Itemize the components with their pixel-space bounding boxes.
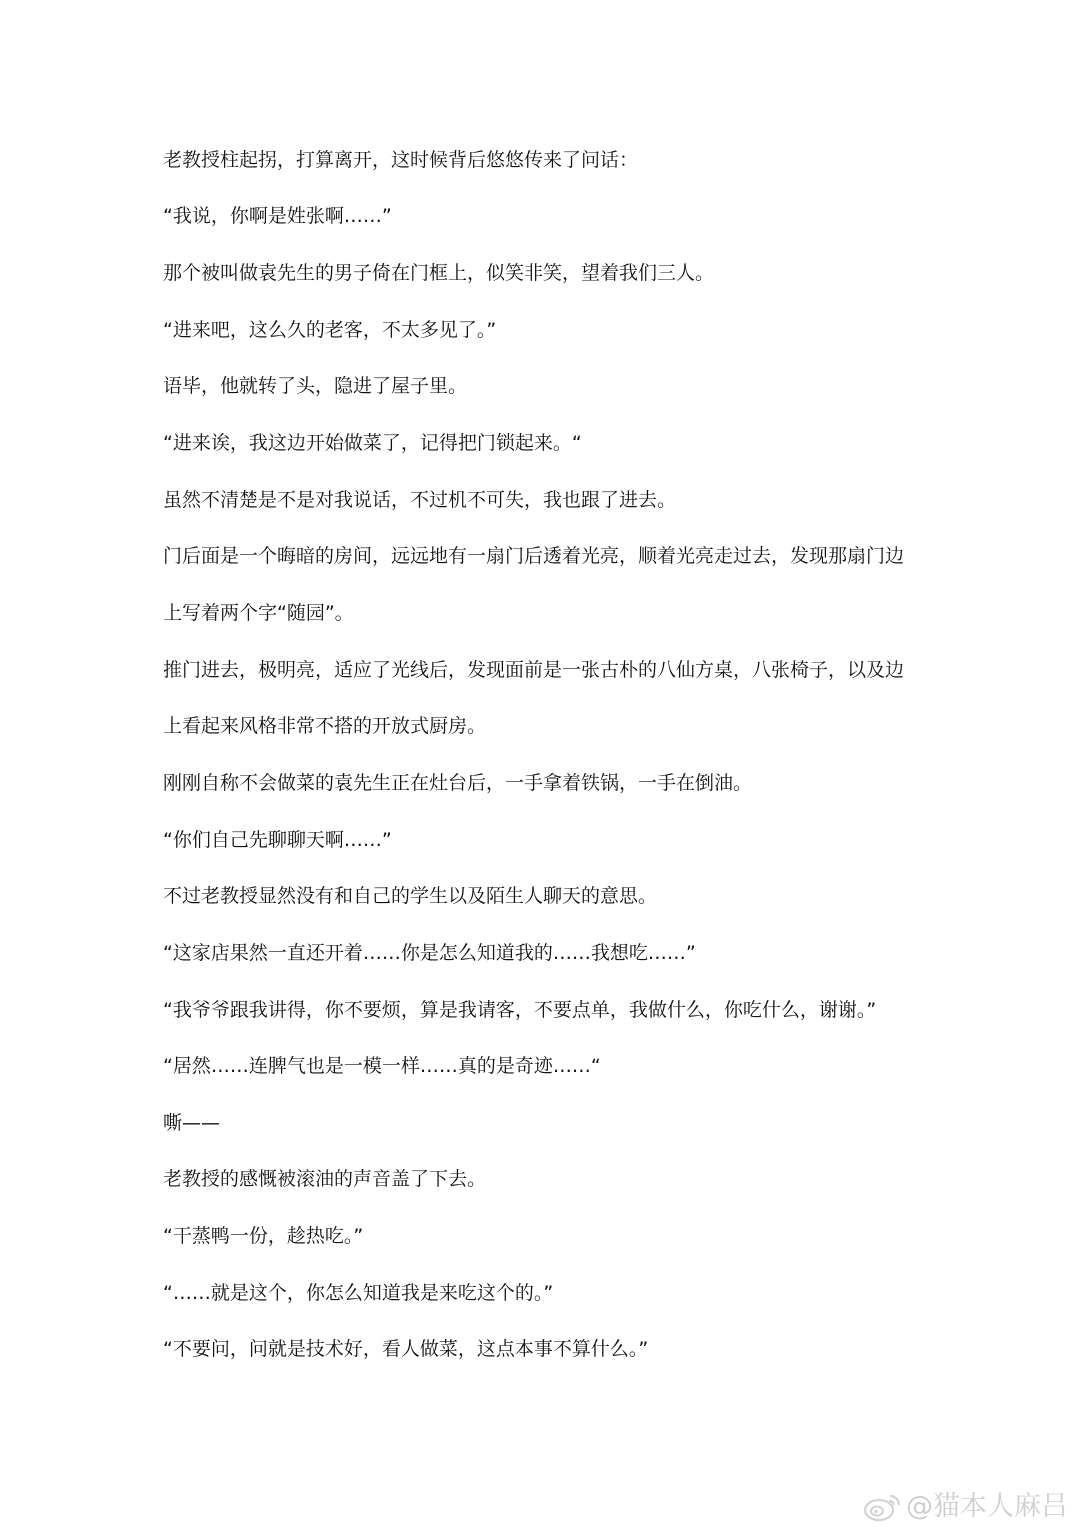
paragraph-line: 虽然不清楚是不是对我说话，不过机不可失，我也跟了进去。 [163, 489, 677, 511]
paragraph-line: 上写着两个字“随园”。 [163, 602, 354, 624]
paragraph-line: 推门进去，极明亮，适应了光线后，发现面前是一张古朴的八仙方桌，八张椅子，以及边 [163, 659, 905, 681]
paragraph-line: 老教授的感慨被滚油的声音盖了下去。 [163, 1168, 487, 1190]
paragraph-line: “……就是这个，你怎么知道我是来吃这个的。” [163, 1282, 554, 1304]
paragraph-line: “这家店果然一直还开着……你是怎么知道我的……我想吃……” [163, 942, 696, 964]
paragraph-line: 不过老教授显然没有和自己的学生以及陌生人聊天的意思。 [163, 885, 658, 907]
paragraph-line: 刚刚自称不会做菜的袁先生正在灶台后，一手拿着铁锅，一手在倒油。 [163, 772, 753, 794]
weibo-icon [862, 1492, 902, 1522]
watermark-text: @猫本人麻吕 [906, 1491, 1068, 1522]
paragraph-line: 上看起来风格非常不搭的开放式厨房。 [163, 715, 487, 737]
watermark [862, 1489, 1068, 1525]
paragraph-line: “进来吧，这么久的老客，不太多见了。” [163, 319, 497, 341]
paragraph-line: 嘶—— [163, 1112, 221, 1134]
paragraph-line: 老教授柱起拐，打算离开，这时候背后悠悠传来了问话： [163, 149, 639, 171]
paragraph-line: “进来诶，我这边开始做菜了，记得把门锁起来。“ [163, 432, 582, 454]
paragraph-line: “居然……连脾气也是一模一样……真的是奇迹……“ [163, 1055, 601, 1077]
paragraph-line: “我说，你啊是姓张啊……” [163, 205, 392, 227]
paragraph-line: “我爷爷跟我讲得，你不要烦，算是我请客，不要点单，我做什么，你吃什么，谢谢。” [163, 999, 877, 1021]
paragraph-line: 那个被叫做袁先生的男子倚在门框上，似笑非笑，望着我们三人。 [163, 262, 715, 284]
paragraph-line: 语毕，他就转了头，隐进了屋子里。 [163, 375, 468, 397]
paragraph-line: “你们自己先聊聊天啊……” [163, 829, 392, 851]
paragraph-line: “不要问，问就是技术好，看人做菜，这点本事不算什么。” [163, 1338, 649, 1360]
paragraph-line: 门后面是一个晦暗的房间，远远地有一扇门后透着光亮，顺着光亮走过去，发现那扇门边 [163, 545, 905, 567]
paragraph-line: “干蒸鸭一份，趁热吃。” [163, 1225, 364, 1247]
